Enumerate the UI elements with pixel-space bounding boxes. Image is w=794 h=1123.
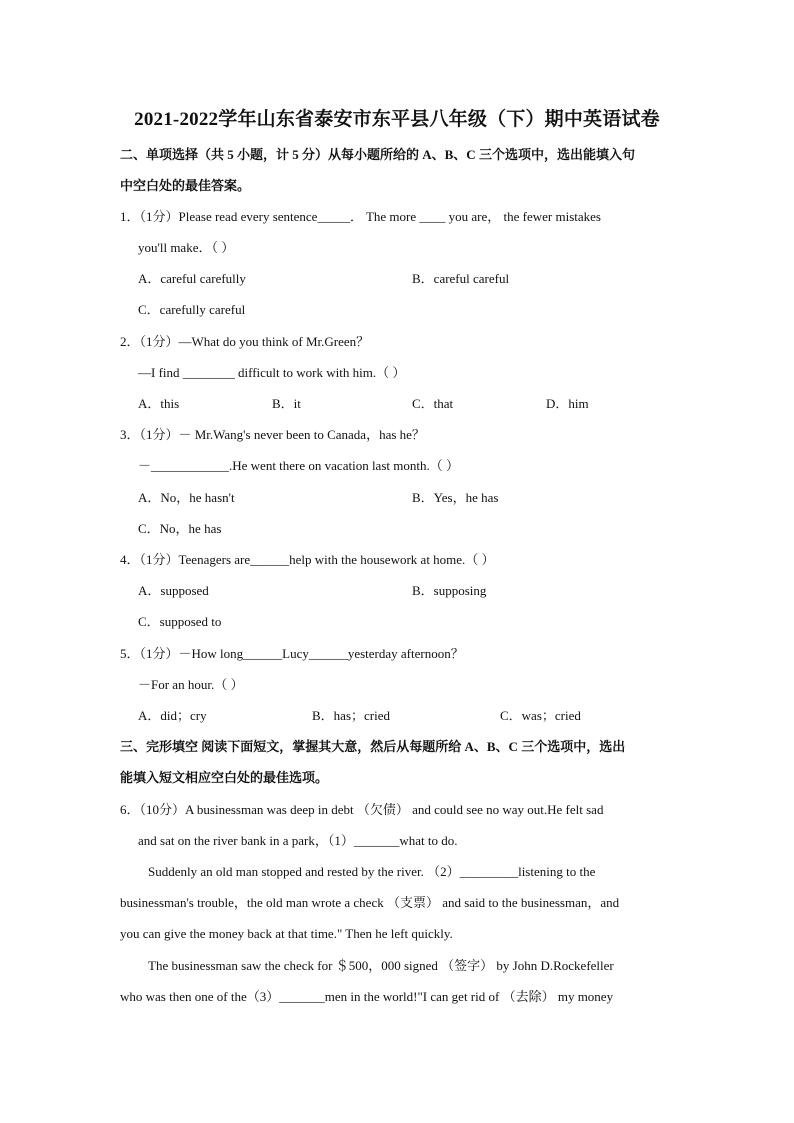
question-5-option-c[interactable]: C．was；cried xyxy=(500,708,581,723)
question-2-option-d[interactable]: D．him xyxy=(546,396,589,411)
page-title: 2021-2022学年山东省泰安市东平县八年级（下）期中英语试卷 xyxy=(134,109,660,130)
question-1-option-c[interactable]: C．carefully careful xyxy=(138,302,246,317)
question-6-passage-line: businessman's trouble，the old man wrote a check （支票） and said to the businessman，and xyxy=(120,895,620,910)
question-1-option-a[interactable]: A．careful carefully xyxy=(138,271,246,286)
question-2-stem-cont: —I find ________ difficult to work with him.（ ） xyxy=(138,365,406,380)
question-3-option-a[interactable]: A．No，he hasn't xyxy=(138,490,235,505)
question-6-passage-line: Suddenly an old man stopped and rested by the river. （2）_________listening to the xyxy=(148,864,596,879)
question-5-option-a[interactable]: A．did；cry xyxy=(138,708,207,723)
question-4-option-b[interactable]: B．supposing xyxy=(412,583,487,598)
question-5-option-b[interactable]: B．has；cried xyxy=(312,708,390,723)
question-3-stem-cont: －____________.He went there on vacation last month.（ ） xyxy=(138,458,459,473)
question-3-option-b[interactable]: B．Yes，he has xyxy=(412,490,499,505)
section-3-heading-line2: 能填入短文相应空白处的最佳选项。 xyxy=(120,770,329,785)
question-1-stem-cont: you'll make．（ ） xyxy=(138,240,235,255)
question-2-option-a[interactable]: A．this xyxy=(138,396,180,411)
section-2-heading-line2: 中空白处的最佳答案。 xyxy=(120,178,251,193)
question-4-stem: 4．（1分）Teenagers are______help with the housework at home.（ ） xyxy=(120,552,495,567)
question-5-stem-cont: －For an hour.（ ） xyxy=(138,677,244,692)
question-2-stem: 2．（1分）—What do you think of Mr.Green？ xyxy=(120,334,370,349)
section-3-heading-line1: 三、完形填空 阅读下面短文，掌握其大意，然后从每题所给 A、B、C 三个选项中，选出 xyxy=(120,739,626,754)
question-4-option-c[interactable]: C．supposed to xyxy=(138,614,222,629)
question-6-passage-line: The businessman saw the check for ＄500，000 signed （签字） by John D.Rockefeller xyxy=(148,958,614,973)
question-6-passage-line: 6．（10分）A businessman was deep in debt （欠债） and could see no way out.He felt sad xyxy=(120,802,604,817)
question-6-passage-line: you can give the money back at that time." Then he left quickly. xyxy=(120,926,453,941)
question-1-option-b[interactable]: B．careful careful xyxy=(412,271,510,286)
question-2-option-c[interactable]: C．that xyxy=(412,396,454,411)
section-2-heading-line1: 二、单项选择（共 5 小题，计 5 分）从每小题所给的 A、B、C 三个选项中，选出能填入句 xyxy=(120,147,635,162)
question-6-passage-line: who was then one of the（3）_______men in the world!"I can get rid of （去除） my money xyxy=(120,989,614,1004)
question-6-passage-line: and sat on the river bank in a park，（1）_______what to do. xyxy=(138,833,458,848)
question-2-option-b[interactable]: B．it xyxy=(272,396,301,411)
question-3-option-c[interactable]: C．No，he has xyxy=(138,521,222,536)
question-3-stem: 3．（1分）－ Mr.Wang's never been to Canada，has he？ xyxy=(120,427,425,442)
question-4-option-a[interactable]: A．supposed xyxy=(138,583,209,598)
question-5-stem: 5．（1分）－How long______Lucy______yesterday afternoon？ xyxy=(120,646,464,661)
question-1-stem: 1．（1分）Please read every sentence_____． The more ____ you are， the fewer mistakes xyxy=(120,209,601,224)
